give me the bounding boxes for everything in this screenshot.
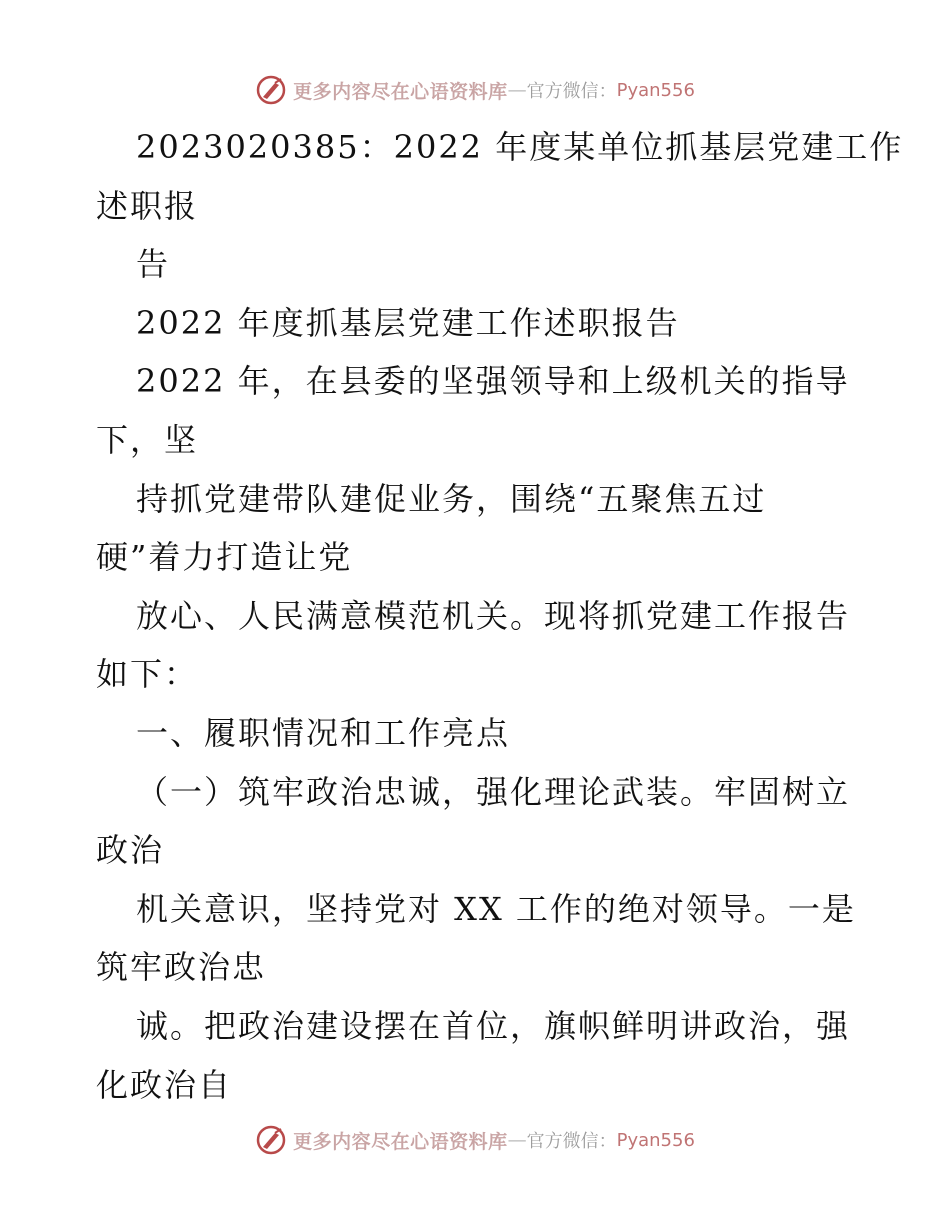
footer-watermark (0, 1120, 950, 1160)
text-line: 政治 (96, 831, 165, 870)
watermark-text: 更多内容尽在心语资料库 (293, 80, 508, 103)
text-line: 2023020385：2022 年度某单位抓基层党建工作 (136, 128, 904, 166)
text-line: 2022 年，在县委的坚强领导和上级机关的指导 (136, 362, 850, 401)
watermark-wechat-label: 官方微信： (526, 1131, 617, 1152)
text-line: 述职报 (96, 186, 199, 225)
text-line: （一）筑牢政治忠诚，强化理论武装。牢固树立 (136, 772, 851, 811)
document-body (96, 118, 904, 1114)
text-line: 如下： (96, 655, 199, 694)
text-line: 2022 年度抓基层党建工作述职报告 (136, 303, 680, 342)
text-line: 告 (136, 245, 171, 284)
header-watermark (0, 70, 950, 110)
text-line: 一、履职情况和工作亮点 (136, 713, 511, 752)
watermark-wechat-label: 官方微信： (526, 81, 617, 102)
text-line: 下，坚 (96, 420, 199, 459)
text-line: 放心、人民满意模范机关。现将抓党建工作报告 (136, 596, 851, 635)
watermark-wechat-id: Pyan556 (616, 1129, 695, 1151)
watermark-dash: — (507, 1129, 527, 1151)
text-line: 机关意识，坚持党对 XX 工作的绝对领导。一是 (136, 889, 856, 928)
quill-logo-icon (255, 1124, 287, 1156)
watermark-wechat-id: Pyan556 (616, 79, 695, 101)
text-line: 筑牢政治忠 (96, 948, 267, 987)
watermark-text: 更多内容尽在心语资料库 (293, 1130, 508, 1153)
text-line: 诚。把政治建设摆在首位，旗帜鲜明讲政治，强 (136, 1006, 851, 1045)
text-line: 持抓党建带队建促业务，围绕“五聚焦五过 (136, 479, 767, 518)
text-line: 硬”着力打造让党 (96, 538, 353, 577)
watermark-dash: — (507, 79, 527, 101)
quill-logo-icon (255, 74, 287, 106)
text-line: 化政治自 (96, 1065, 233, 1104)
